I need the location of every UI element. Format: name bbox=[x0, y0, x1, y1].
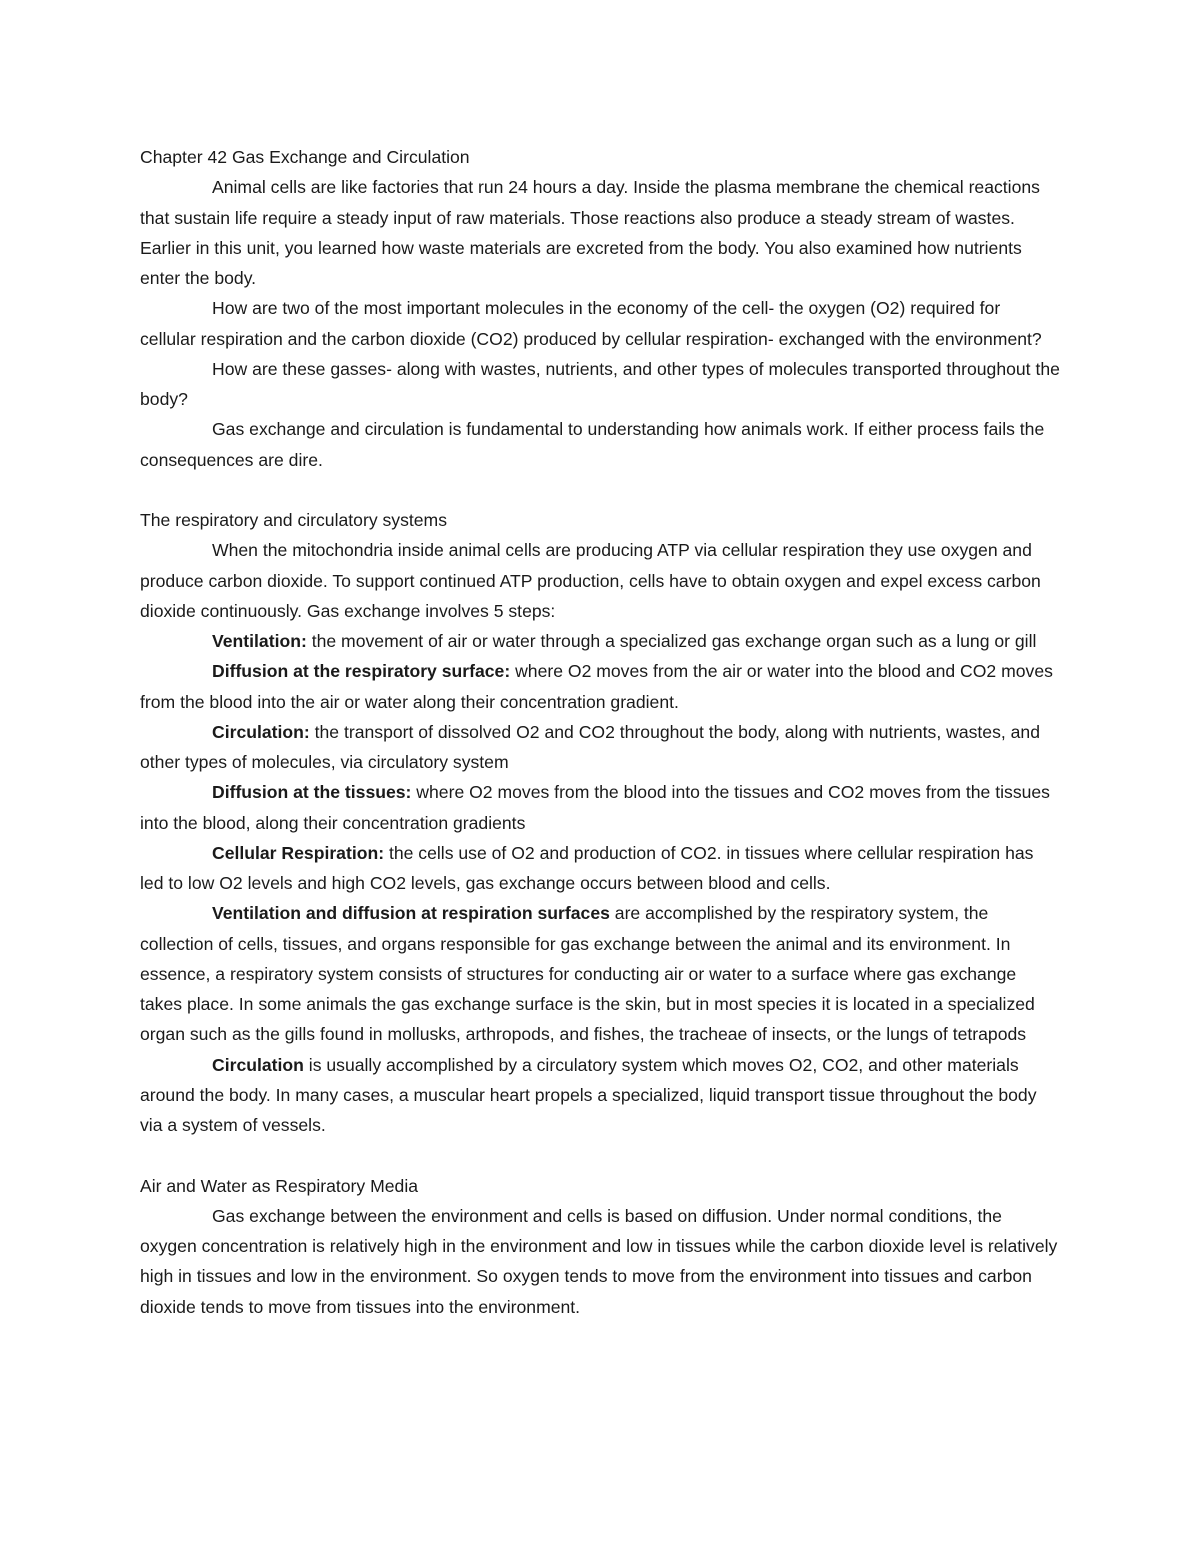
step-text: the transport of dissolved O2 and CO2 throughout the body, along with nutrients, wastes, and other types of molecules, via circulatory system bbox=[140, 721, 1041, 772]
intro-paragraph-4: Gas exchange and circulation is fundamental to understanding how animals work. If either process fails the consequences are dire. bbox=[140, 419, 1045, 470]
paragraph-term: Ventilation and diffusion at respiration surfaces bbox=[212, 903, 610, 924]
step-circulation bbox=[140, 717, 1060, 778]
step-term: Diffusion at the respiratory surface: bbox=[212, 661, 511, 682]
paragraph-text: are accomplished by the respiratory system, the collection of cells, tissues, and organs responsible for gas exchange between the animal and its environment. In essence, a respiratory system consists of structures for conducting air or water to a surface where gas exchange takes place. In some animals the gas exchange surface is the skin, but in most species it is located in a specialized organ such as the gills found in mollusks, arthropods, and fishes, the tracheae of insects, or the lungs of tetrapods bbox=[140, 903, 1035, 1045]
step-term: Diffusion at the tissues: bbox=[212, 782, 412, 803]
step-term: Ventilation: bbox=[212, 631, 307, 651]
step-ventilation bbox=[140, 626, 1060, 656]
intro-paragraph-2: How are two of the most important molecules in the economy of the cell- the oxygen (O2) required for cellular respiration and the carbon dioxide (CO2) produced by cellular respiration- exchanged with the environment? bbox=[140, 298, 1042, 349]
step-term: Cellular Respiration: bbox=[212, 842, 385, 863]
step-text: where O2 moves from the blood into the tissues and CO2 moves from the tissues into the blood, along their concentration gradients bbox=[140, 782, 1050, 833]
step-term: Circulation: bbox=[212, 721, 310, 742]
step-diffusion-tissues bbox=[140, 777, 1060, 838]
intro-paragraph-1: Animal cells are like factories that run 24 hours a day. Inside the plasma membrane the chemical reactions that sustain life require a steady input of raw materials. Those reactions also produce a steady stream of wastes. Earlier in this unit, you learned how waste materials are excreted from the body. You also examined how nutrients enter the body. bbox=[140, 177, 1040, 288]
spacer bbox=[140, 1140, 1060, 1170]
step-text: the movement of air or water through a specialized gas exchange organ such as a lung or gill bbox=[306, 631, 1037, 651]
step-text: where O2 moves from the air or water into the blood and CO2 moves from the blood into the air or water along their concentration gradient. bbox=[140, 661, 1053, 712]
paragraph-term: Circulation bbox=[212, 1054, 304, 1075]
spacer bbox=[140, 475, 1060, 505]
step-diffusion-respiratory-surface bbox=[140, 656, 1060, 717]
document-title: Chapter 42 Gas Exchange and Circulation bbox=[140, 147, 470, 167]
step-cellular-respiration bbox=[140, 838, 1060, 899]
section2-paragraph-1: Gas exchange between the environment and cells is based on diffusion. Under normal conditions, the oxygen concentration is relatively high in the environment and low in tissues while the carbon dioxide level is relatively high in tissues and low in the environment. So oxygen tends to move from the environment into tissues and carbon dioxide tends to move from tissues into the environment. bbox=[140, 1205, 1058, 1317]
section1-paragraph-1: When the mitochondria inside animal cells are producing ATP via cellular respiration they use oxygen and produce carbon dioxide. To support continued ATP production, cells have to obtain oxygen and expel excess carbon dioxide continuously. Gas exchange involves 5 steps: bbox=[140, 540, 1041, 621]
section1-paragraph-3 bbox=[140, 1050, 1060, 1141]
section-heading-respiratory-media: Air and Water as Respiratory Media bbox=[140, 1175, 419, 1196]
paragraph-text: is usually accomplished by a circulatory system which moves O2, CO2, and other materials around the body. In many cases, a muscular heart propels a specialized, liquid transport tissue throughout the body via a system of vessels. bbox=[140, 1054, 1037, 1135]
section-heading-respiratory-circulatory: The respiratory and circulatory systems bbox=[140, 510, 448, 530]
document-page bbox=[140, 142, 1060, 1322]
section1-paragraph-2 bbox=[140, 898, 1060, 1049]
intro-paragraph-3: How are these gasses- along with wastes, nutrients, and other types of molecules transported throughout the body? bbox=[140, 358, 1060, 409]
step-text: the cells use of O2 and production of CO2. in tissues where cellular respiration has led to low O2 levels and high CO2 levels, gas exchange occurs between blood and cells. bbox=[140, 842, 1034, 893]
